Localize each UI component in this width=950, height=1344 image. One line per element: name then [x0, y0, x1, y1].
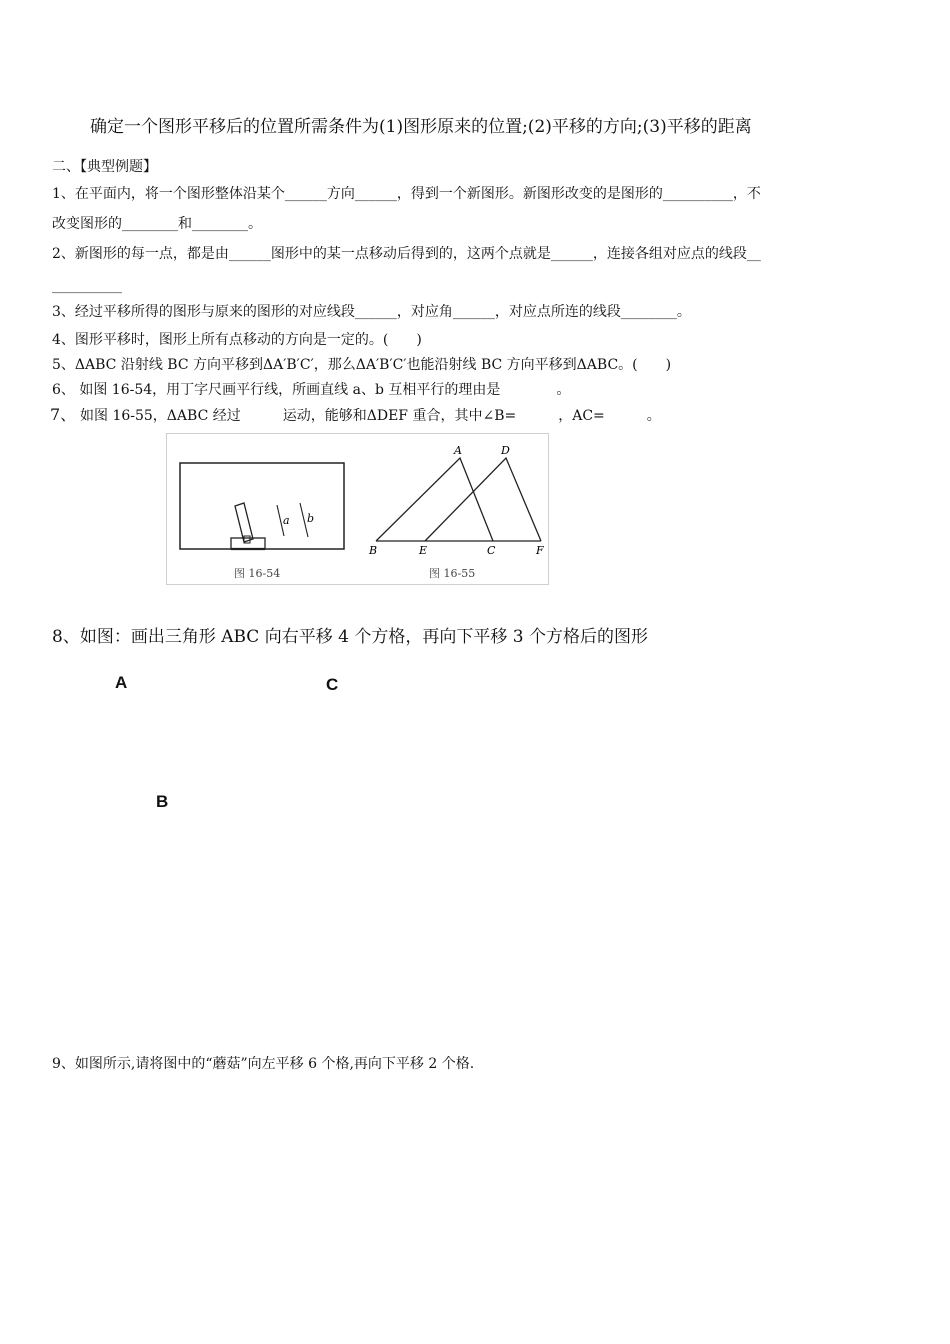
triangle-abc [376, 458, 493, 541]
question-8: 8、如图：画出三角形 ABC 向右平移 4 个方格，再向下平移 3 个方格后的图形 [52, 627, 648, 647]
label-C: C [487, 544, 496, 557]
question-6: 6、 如图 16-54，用丁字尺画平行线，所画直线 a、b 互相平行的理由是 。 [52, 382, 571, 398]
question-7: 如图 16-55，ΔABC 经过 运动，能够和ΔDEF 重合，其中∠B= ，AC= 。 [80, 408, 661, 424]
t-square [231, 503, 265, 549]
triangle-def [425, 458, 541, 541]
label-b: b [307, 512, 315, 525]
question-9: 9、如图所示,请将图中的“蘑菇”向左平移 6 个格,再向下平移 2 个格. [52, 1056, 475, 1072]
label-E: E [419, 544, 428, 557]
question-3: 3、经过平移所得的图形与原来的图形的对应线段______，对应角______，对应点所连的线段________。 [52, 304, 691, 320]
question-1-line-1: 1、在平面内，将一个图形整体沿某个______方向______，得到一个新图形。新图形改变的是图形的__________，不 [52, 186, 761, 202]
section-heading: 二、【典型例题】 [52, 159, 157, 175]
caption-16-55: 图 16-55 [429, 567, 476, 580]
label-A: A [454, 444, 462, 457]
figure-16-55 [368, 444, 544, 580]
question-2-line-1: 2、新图形的每一点，都是由______图形中的某一点移动后得到的，这两个点就是______，连接各组对应点的线段__ [52, 246, 761, 262]
figure-16-54 [180, 463, 344, 580]
label-D: D [501, 444, 510, 457]
label-F: F [536, 544, 544, 557]
figure-box [166, 433, 549, 585]
drawing-board [180, 463, 344, 549]
caption-16-54: 图 16-54 [234, 567, 281, 580]
point-label-B: B [156, 792, 169, 811]
point-label-C: C [326, 675, 339, 694]
question-1-line-2: 改变图形的________和________。 [52, 216, 262, 232]
question-7-number: 7、 [50, 405, 77, 424]
point-label-A: A [115, 673, 128, 692]
label-B: B [369, 544, 378, 557]
question-5: 5、ΔABC 沿射线 BC 方向平移到ΔA′B′C′，那么ΔA′B′C′也能沿射线 BC 方向平移到ΔABC。( ) [52, 357, 672, 373]
intro-text: 确定一个图形平移后的位置所需条件为(1)图形原来的位置;(2)平移的方向;(3)平移的距离 [90, 117, 752, 137]
question-4: 4、图形平移时，图形上所有点移动的方向是一定的。( ) [52, 332, 422, 348]
question-2-line-2: __________ [52, 278, 122, 294]
figures-svg [167, 434, 548, 584]
label-a: a [283, 514, 290, 527]
